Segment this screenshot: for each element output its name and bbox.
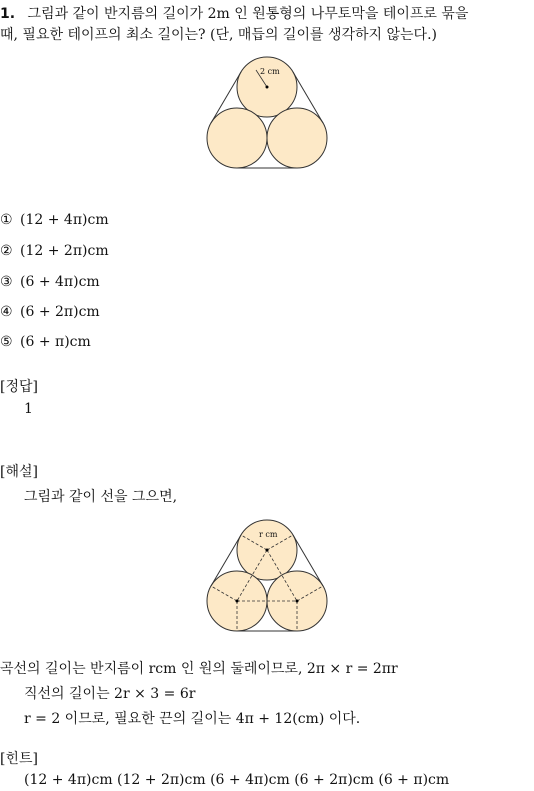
option-2[interactable] (0, 243, 109, 259)
option-4-marker: ④ (0, 304, 13, 320)
center-dot (266, 86, 269, 89)
question-number: 1. (0, 6, 16, 22)
explanation-intro: 그림과 같이 선을 그으면, (24, 489, 178, 505)
option-5-marker: ⑤ (0, 334, 13, 350)
hint-heading: [힌트] (0, 751, 38, 767)
question-line-1 (0, 3, 468, 23)
option-5[interactable] (0, 334, 91, 350)
log-right-circle (267, 108, 327, 168)
explain-radius-label: r cm (259, 530, 278, 539)
option-1[interactable] (0, 212, 109, 228)
answer-value: 1 (24, 401, 33, 417)
explain-center-top (266, 549, 269, 552)
explanation-line-3: r = 2 이므로, 필요한 끈의 길이는 4π + 12(cm) 이다. (24, 711, 361, 727)
option-1-text: (12 + 4π)cm (20, 212, 109, 228)
option-3[interactable] (0, 274, 100, 290)
option-4[interactable] (0, 304, 100, 320)
radius-label: 2 cm (260, 67, 280, 76)
explanation-figure (200, 516, 335, 638)
option-2-marker: ② (0, 243, 13, 259)
option-4-text: (6 + 2π)cm (20, 304, 100, 320)
explain-center-right (296, 600, 299, 603)
explanation-line-2: 직선의 길이는 2r × 3 = 6r (24, 686, 196, 702)
question-text-2: 때, 필요한 테이프의 최소 길이는? (단, 매듭의 길이를 생각하지 않는다.) (0, 27, 437, 43)
answer-heading: [정답] (0, 379, 38, 395)
hint-text: (12 + 4π)cm (12 + 2π)cm (6 + 4π)cm (6 + 2π)cm (6 + π)cm (24, 772, 450, 788)
option-5-text: (6 + π)cm (20, 334, 91, 350)
option-1-marker: ① (0, 212, 13, 228)
option-3-text: (6 + 4π)cm (20, 274, 100, 290)
explain-center-left (236, 600, 239, 603)
explanation-heading: [해설] (0, 464, 38, 480)
option-2-text: (12 + 2π)cm (20, 243, 109, 259)
log-left-circle (207, 108, 267, 168)
explanation-line-1: 곡선의 길이는 반지름이 rcm 인 원의 둘레이므로, 2π × r = 2πr (0, 661, 398, 677)
logs-figure (200, 52, 335, 174)
question-text-1: 그림과 같이 반지름의 길이가 2m 인 원통형의 나무토막을 테이프로 묶을 (27, 6, 469, 22)
option-3-marker: ③ (0, 274, 13, 290)
